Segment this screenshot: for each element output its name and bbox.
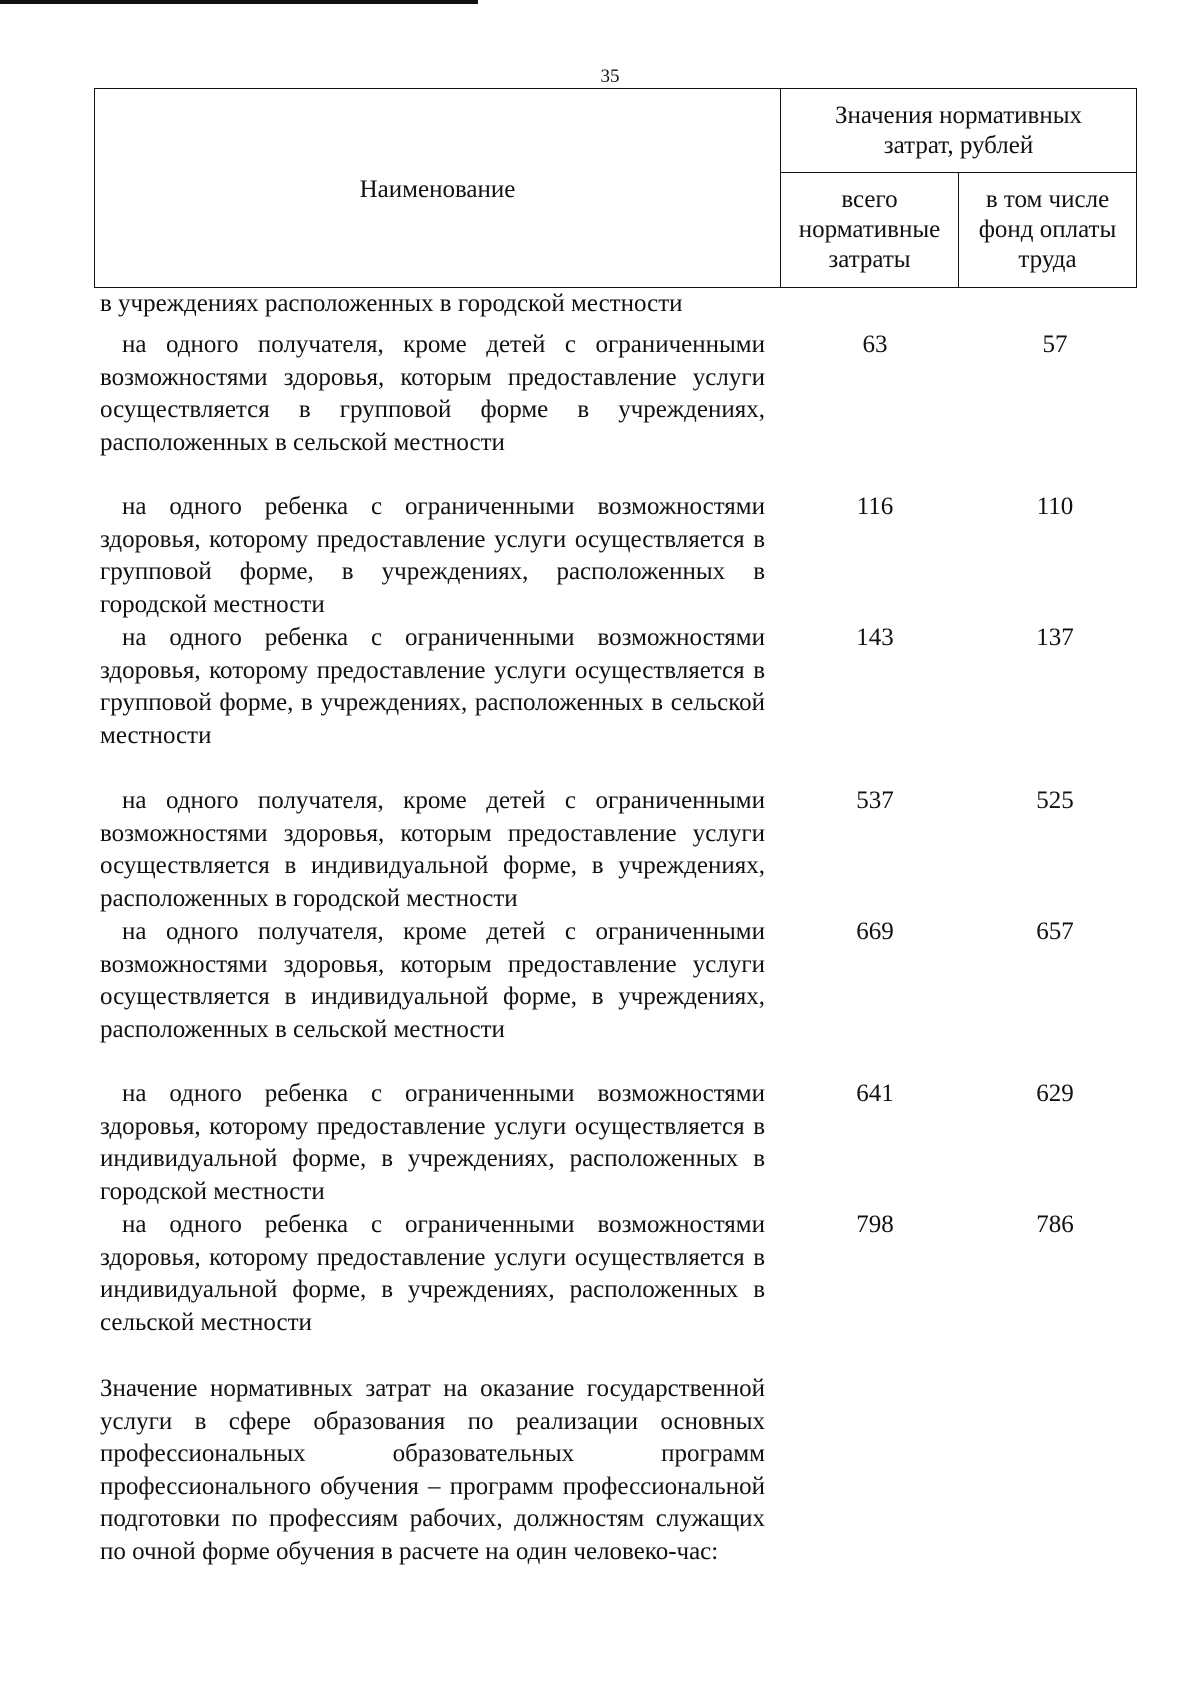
row-text: на одного ребенка с ограниченными возможностями здоровья, которому предоставление услуги осуществляется в групповой форме, в учреждениях, расположенных в городской местности — [100, 493, 765, 618]
row-text: на одного ребенка с ограниченными возможностями здоровья, которому предоставление услуги осуществляется в индивидуальной форме, в учреждениях, расположенных в городской местности — [100, 1080, 765, 1205]
header-values-group — [781, 89, 1137, 173]
section-head: в учреждениях расположенных в городской местности — [100, 290, 683, 317]
row-description — [100, 1209, 765, 1339]
row-fund-value: 525 — [1036, 787, 1074, 814]
header-name-cell — [95, 89, 781, 288]
row-total-value: 669 — [856, 918, 894, 945]
row-description — [100, 785, 765, 915]
row-fund-value: 629 — [1036, 1080, 1074, 1107]
row-fund-value: 657 — [1036, 918, 1074, 945]
row-text: на одного ребенка с ограниченными возможностями здоровья, которому предоставление услуги осуществляется в индивидуальной форме, в учреждениях, расположенных в сельской местности — [100, 1211, 765, 1336]
row-total-value: 143 — [856, 624, 894, 651]
header-total-line-1: всего — [841, 186, 898, 213]
header-values-label: Значения нормативных затрат, рублей — [834, 101, 1083, 159]
header-total-cell — [781, 173, 959, 288]
row-description — [100, 491, 765, 621]
row-fund-value: 57 — [1042, 331, 1068, 358]
row-description — [100, 329, 765, 459]
header-name-label: Наименование — [359, 176, 516, 203]
row-text: на одного получателя, кроме детей с ограниченными возможностями здоровья, которым предоставление услуги осуществляется в индивидуальной форме, в учреждениях, расположенных в городской местности — [100, 787, 765, 912]
row-total-value: 116 — [856, 493, 894, 520]
header-fund-line-3: труда — [1018, 246, 1077, 273]
row-total-value: 63 — [862, 331, 888, 358]
header-fund-line-2: фонд оплаты — [978, 216, 1117, 243]
closing-paragraph: Значение нормативных затрат на оказание государственной услуги в сфере образования по реализации основных профессиональных образовательных программ профессионального обучения – программ профессиональной подготовки по профессиям рабочих, должностям служащих по очной форме обучения в расчете на один человеко-час: — [100, 1375, 765, 1565]
row-description — [100, 916, 765, 1046]
row-text: на одного ребенка с ограниченными возможностями здоровья, которому предоставление услуги осуществляется в групповой форме, в учреждениях, расположенных в сельской местности — [100, 624, 765, 749]
header-fund-cell — [959, 173, 1137, 288]
row-text: на одного получателя, кроме детей с ограниченными возможностями здоровья, которым предоставление услуги осуществляется в индивидуальной форме, в учреждениях, расположенных в сельской местности — [100, 918, 765, 1043]
row-fund-value: 786 — [1036, 1211, 1074, 1238]
row-fund-value: 137 — [1036, 624, 1074, 651]
header-table — [94, 88, 1137, 288]
row-description — [100, 622, 765, 752]
row-total-value: 641 — [856, 1080, 894, 1107]
top-rule — [0, 0, 478, 4]
row-total-value: 798 — [856, 1211, 894, 1238]
row-description — [100, 1078, 765, 1208]
header-fund-line-1: в том числе — [985, 186, 1110, 213]
row-total-value: 537 — [856, 787, 894, 814]
row-text: на одного получателя, кроме детей с ограниченными возможностями здоровья, которым предоставление услуги осуществляется в групповой форме в учреждениях, расположенных в сельской местности — [100, 331, 765, 456]
header-total-line-3: затраты — [828, 246, 911, 273]
header-total-line-2: нормативные — [798, 216, 941, 243]
page-number: 35 — [600, 66, 620, 87]
row-fund-value: 110 — [1036, 493, 1074, 520]
